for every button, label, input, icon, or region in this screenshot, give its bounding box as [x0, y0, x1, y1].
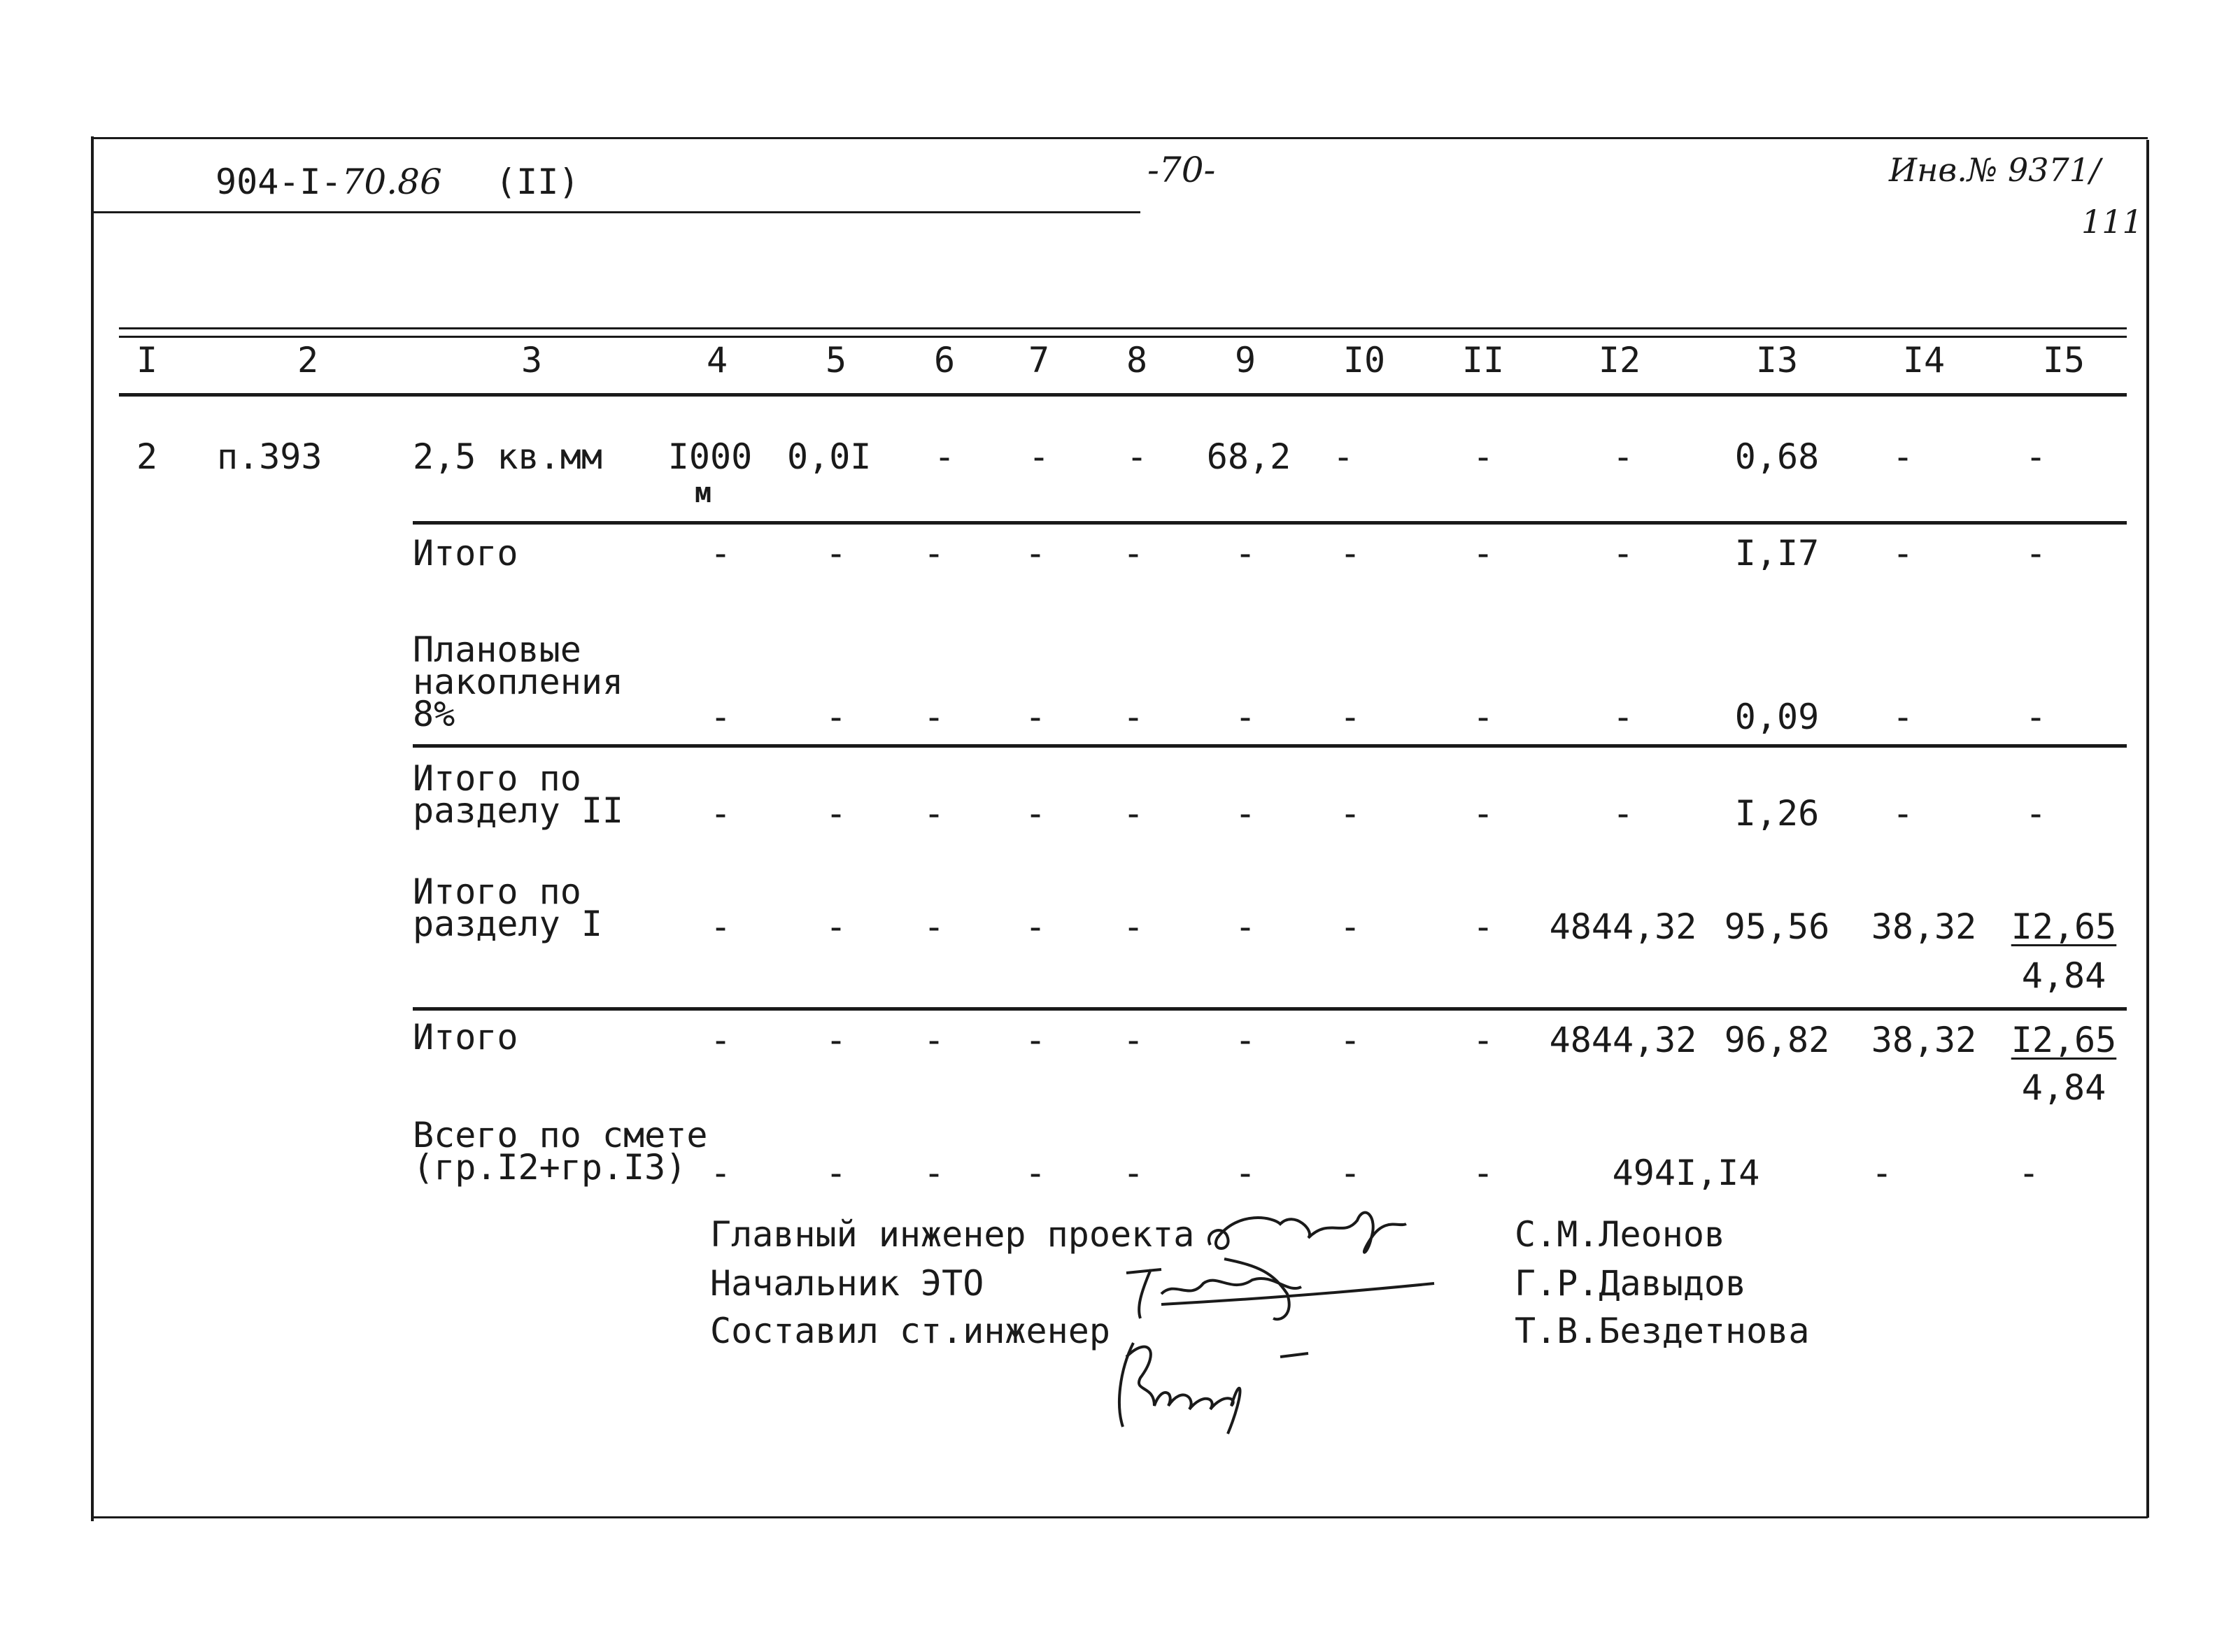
table-row-1-c13: I,I7 — [1734, 533, 1820, 574]
table-row-3-c6: - — [923, 793, 945, 834]
col-header-8: 8 — [1126, 340, 1148, 380]
table-row-2-c11: - — [1472, 697, 1494, 737]
doc-code: 904-I-70.86 — [215, 162, 442, 202]
table-row-5-c5: - — [825, 1020, 847, 1060]
table-row-2-c12: - — [1612, 697, 1634, 737]
table-row-4-c8: - — [1122, 906, 1145, 947]
table-row-5-c15-top: I2,65 — [2011, 1020, 2117, 1060]
table-row-0-c11: - — [1472, 436, 1494, 477]
table-row-3-c3-line1: Итого по — [413, 758, 581, 799]
row-rule-1 — [413, 521, 2127, 525]
header-rule-second — [119, 336, 2127, 338]
table-row-6-total-12-13: 494I,I4 — [1612, 1153, 1760, 1193]
table-row-5-c12: 4844,32 — [1549, 1020, 1697, 1060]
table-row-2-c5: - — [825, 697, 847, 737]
table-row-6-c3-line1: Всего по смете — [413, 1115, 708, 1155]
table-row-2-c15: - — [2025, 697, 2047, 737]
col-header-11: II — [1461, 340, 1505, 380]
table-row-3-c5: - — [825, 793, 847, 834]
signature-name-1: С.М.Леонов — [1515, 1214, 1726, 1255]
table-row-5-c7: - — [1024, 1020, 1047, 1060]
signature-name-3: Т.В.Бездетнова — [1515, 1311, 1810, 1351]
table-row-4-c6: - — [923, 906, 945, 947]
table-row-3-c15: - — [2025, 793, 2047, 834]
table-row-1-c5: - — [825, 533, 847, 574]
table-row-2-c6: - — [923, 697, 945, 737]
table-row-5-c14: 38,32 — [1871, 1020, 1977, 1060]
col-header-14: I4 — [1902, 340, 1946, 380]
table-row-1-c9: - — [1234, 533, 1256, 574]
header-rule-bottom — [119, 393, 2127, 397]
table-row-4-c15-top: I2,65 — [2011, 906, 2117, 947]
table-row-0-c1: 2 — [136, 436, 158, 477]
table-row-5-c6: - — [923, 1020, 945, 1060]
table-row-1-c7: - — [1024, 533, 1047, 574]
table-row-6-c14: - — [1871, 1153, 1893, 1193]
table-row-3-c4: - — [709, 793, 732, 834]
table-row-2-c7: - — [1024, 697, 1047, 737]
table-row-4-c7: - — [1024, 906, 1047, 947]
table-row-4-c11: - — [1472, 906, 1494, 947]
table-row-4-c15-bottom: 4,84 — [2021, 955, 2106, 996]
col-header-13: I3 — [1755, 340, 1799, 380]
table-row-2-c3-line2: накопления — [413, 662, 624, 702]
table-row-5-c9: - — [1234, 1020, 1256, 1060]
signature-role-3: Составил ст.инженер — [710, 1311, 1110, 1351]
col-header-10: I0 — [1343, 340, 1386, 380]
table-row-5-c3: Итого — [413, 1017, 518, 1058]
table-row-1-c10: - — [1339, 533, 1361, 574]
frame-right-border — [2146, 140, 2149, 1518]
table-row-4-c12: 4844,32 — [1549, 906, 1697, 947]
table-row-3-c8: - — [1122, 793, 1145, 834]
table-row-6-c9: - — [1234, 1153, 1256, 1193]
col-header-7: 7 — [1028, 340, 1050, 380]
table-row-4-c9: - — [1234, 906, 1256, 947]
col-header-4: 4 — [706, 340, 728, 380]
handwritten-signature-head-eto — [1119, 1252, 1441, 1329]
table-row-6-c3-line2: (гр.I2+гр.I3) — [413, 1147, 687, 1188]
table-row-0-c8: - — [1126, 436, 1148, 477]
table-row-3-c3-line2: разделу II — [413, 790, 624, 831]
table-row-2-c13: 0,09 — [1734, 697, 1820, 737]
table-row-6-c15: - — [2018, 1153, 2040, 1193]
section-number: (II) — [495, 162, 580, 202]
row-rule-2 — [413, 744, 2127, 748]
frame-left-border — [91, 136, 94, 1521]
frame-bottom-border — [91, 1516, 2148, 1518]
table-row-4-c10: - — [1339, 906, 1361, 947]
table-row-6-c6: - — [923, 1153, 945, 1193]
col-header-5: 5 — [825, 340, 847, 380]
col-header-9: 9 — [1234, 340, 1256, 380]
table-row-1-c8: - — [1122, 533, 1145, 574]
table-row-0-c10: - — [1332, 436, 1354, 477]
signature-role-1: Главный инженер проекта — [710, 1214, 1195, 1255]
table-row-5-c4: - — [709, 1020, 732, 1060]
header-underline — [91, 211, 1140, 213]
table-row-5-c11: - — [1472, 1020, 1494, 1060]
table-row-4-c14: 38,32 — [1871, 906, 1977, 947]
table-row-2-c8: - — [1122, 697, 1145, 737]
page-number: -70- — [1147, 150, 1216, 190]
table-row-1-c14: - — [1892, 533, 1914, 574]
table-row-3-c13: I,26 — [1734, 793, 1820, 834]
col-header-12: I2 — [1598, 340, 1641, 380]
inventory-number: Инв.№ 9371/ — [1889, 151, 2101, 189]
table-row-5-c15-bottom: 4,84 — [2021, 1067, 2106, 1108]
table-row-6-c10: - — [1339, 1153, 1361, 1193]
table-row-5-c10: - — [1339, 1020, 1361, 1060]
table-row-4-c4: - — [709, 906, 732, 947]
table-row-2-c4: - — [709, 697, 732, 737]
table-row-4-c5: - — [825, 906, 847, 947]
signature-name-2: Г.Р.Давыдов — [1515, 1263, 1747, 1304]
table-row-2-c10: - — [1339, 697, 1361, 737]
table-row-2-c3-line1: Плановые — [413, 629, 581, 670]
table-row-3-c10: - — [1339, 793, 1361, 834]
table-row-0-c13: 0,68 — [1734, 436, 1820, 477]
table-row-5-c13: 96,82 — [1724, 1020, 1830, 1060]
table-row-0-c7: - — [1028, 436, 1050, 477]
table-row-2-c9: - — [1234, 697, 1256, 737]
table-row-1-c3: Итого — [413, 533, 518, 574]
table-row-0-c6: - — [933, 436, 956, 477]
table-row-0-c4-unit: м — [694, 477, 712, 509]
table-row-1-c4: - — [709, 533, 732, 574]
frame-top-border — [91, 137, 2148, 139]
table-row-1-c12: - — [1612, 533, 1634, 574]
header-rule-top — [119, 327, 2127, 329]
col-header-1: I — [136, 340, 158, 380]
table-row-4-c3-line2: разделу I — [413, 904, 602, 944]
signature-role-2: Начальник ЭТО — [710, 1263, 984, 1304]
table-row-3-c11: - — [1472, 793, 1494, 834]
table-row-2-c14: - — [1892, 697, 1914, 737]
table-row-1-c15: - — [2025, 533, 2047, 574]
table-row-5-c8: - — [1122, 1020, 1145, 1060]
table-row-0-c4: I000 — [667, 436, 753, 477]
table-row-0-c12: - — [1612, 436, 1634, 477]
table-row-0-c15: - — [2025, 436, 2047, 477]
table-row-2-c3-line3: 8% — [413, 694, 455, 734]
row-rule-3 — [413, 1007, 2127, 1011]
table-row-0-c5: 0,0I — [787, 436, 872, 477]
col-header-2: 2 — [297, 340, 319, 380]
table-row-6-c7: - — [1024, 1153, 1047, 1193]
table-row-3-c14: - — [1892, 793, 1914, 834]
table-row-3-c12: - — [1612, 793, 1634, 834]
table-row-4-c3-line1: Итого по — [413, 871, 581, 912]
table-row-0-c14: - — [1892, 436, 1914, 477]
table-row-3-c7: - — [1024, 793, 1047, 834]
inventory-sheet: 111 — [2081, 203, 2143, 241]
col-header-3: 3 — [520, 340, 543, 380]
table-row-6-c5: - — [825, 1153, 847, 1193]
handwritten-signature-engineer — [1105, 1329, 1336, 1441]
table-row-1-c11: - — [1472, 533, 1494, 574]
table-row-6-c8: - — [1122, 1153, 1145, 1193]
table-row-3-c9: - — [1234, 793, 1256, 834]
table-row-0-c2: п.393 — [217, 436, 323, 477]
table-row-6-c4: - — [709, 1153, 732, 1193]
table-row-0-c3: 2,5 кв.мм — [413, 436, 602, 477]
table-row-6-c11: - — [1472, 1153, 1494, 1193]
table-row-4-c13: 95,56 — [1724, 906, 1830, 947]
table-row-0-c9: 68,2 — [1206, 436, 1291, 477]
col-header-15: I5 — [2042, 340, 2085, 380]
col-header-6: 6 — [933, 340, 956, 380]
table-row-1-c6: - — [923, 533, 945, 574]
